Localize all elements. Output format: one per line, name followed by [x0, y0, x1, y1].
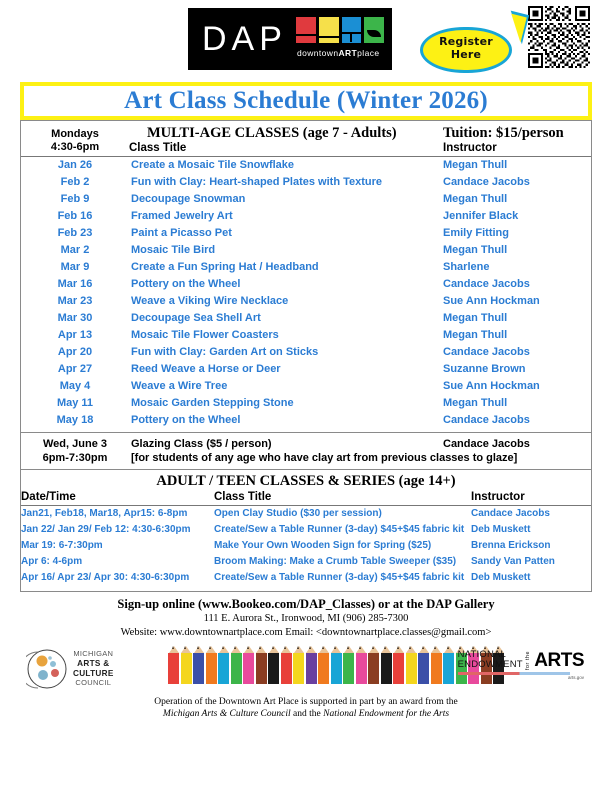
tagline-pre: downtown — [297, 48, 339, 58]
pencil-icon — [443, 646, 454, 684]
class-instructor: Sandy Van Patten — [471, 556, 555, 568]
swatch-blue-icon — [342, 17, 362, 43]
class-instructor: Suzanne Brown — [443, 362, 526, 375]
glazing-table — [21, 437, 591, 466]
class-title: Mosaic Tile Flower Coasters — [131, 328, 279, 341]
class-date: Jan 26 — [57, 158, 93, 171]
class-instructor: Emily Fitting — [443, 226, 509, 239]
adult-rows — [21, 505, 591, 586]
multiage-time: 4:30-6pm — [50, 140, 100, 153]
table-row — [21, 327, 591, 344]
multiage-section — [20, 120, 592, 433]
mi-line-1: MICHIGAN — [73, 649, 114, 659]
class-date: Feb 2 — [60, 175, 90, 188]
footer-address: 111 E. Aurora St., Ironwood, MI (906) 285-7300 — [203, 613, 409, 625]
table-row — [21, 259, 591, 276]
pencil-icon — [343, 646, 354, 684]
adult-col-title: Class Title — [214, 491, 272, 504]
multiage-tuition: Tuition: $15/person — [443, 125, 564, 141]
swatch-yellow-icon — [319, 17, 339, 43]
pencil-icon — [331, 646, 342, 684]
pencil-icon — [281, 646, 292, 684]
attrib-and: and the — [290, 709, 324, 720]
table-row — [21, 344, 591, 361]
class-title: Paint a Picasso Pet — [131, 226, 232, 239]
table-row — [21, 361, 591, 378]
attrib-michigan: Michigan Arts & Culture Council — [162, 709, 291, 720]
class-datetime: Apr 16/ Apr 23/ Apr 30: 4:30-6:30pm — [21, 572, 190, 584]
table-row — [21, 310, 591, 327]
footer-web-email: Website: www.downtownartplace.com Email: <downtownartplace.classes@gmail.com> — [120, 626, 492, 638]
table-row — [21, 538, 591, 554]
pencil-icon — [356, 646, 367, 684]
class-instructor: Sharlene — [443, 260, 490, 273]
class-title: Pottery on the Wheel — [131, 277, 241, 290]
class-date: Mar 30 — [57, 311, 93, 324]
glazing-time: 6pm-7:30pm — [42, 451, 108, 464]
funding-attribution — [20, 696, 592, 721]
class-instructor: Sue Ann Hockman — [443, 294, 540, 307]
pencil-icon — [381, 646, 392, 684]
multiage-day: Mondays — [51, 128, 99, 140]
class-instructor: Megan Thull — [443, 192, 508, 205]
table-row — [21, 395, 591, 412]
class-instructor: Candace Jacobs — [443, 413, 530, 426]
class-datetime: Mar 19: 6-7:30pm — [21, 540, 103, 552]
class-date: Mar 9 — [60, 260, 90, 273]
class-instructor: Megan Thull — [443, 328, 508, 341]
sponsor-logos — [20, 646, 592, 694]
glazing-note: [for students of any age who have clay art from previous classes to glaze] — [131, 451, 518, 464]
table-row — [21, 554, 591, 570]
title-inner — [24, 86, 588, 116]
class-instructor: Candace Jacobs — [443, 345, 530, 358]
table-row — [21, 191, 591, 208]
class-title: Decoupage Sea Shell Art — [131, 311, 261, 324]
class-date: Mar 23 — [57, 294, 93, 307]
class-title: Pottery on the Wheel — [131, 413, 241, 426]
class-date: Apr 20 — [57, 345, 93, 358]
class-title: Fun with Clay: Garden Art on Sticks — [131, 345, 319, 358]
pencil-icon — [431, 646, 442, 684]
pencil-icon — [306, 646, 317, 684]
pencil-icon — [218, 646, 229, 684]
header — [0, 0, 612, 80]
qr-code[interactable] — [528, 6, 590, 68]
register-line-1: Register — [439, 35, 493, 48]
multiage-rows — [21, 156, 591, 429]
register-line-2: Here — [450, 47, 482, 61]
register-here-bubble[interactable] — [420, 27, 512, 73]
nea-words — [458, 650, 523, 671]
adult-table — [21, 491, 591, 586]
class-date: Feb 16 — [57, 209, 93, 222]
class-date: May 18 — [56, 413, 94, 426]
glazing-row-2 — [21, 451, 591, 465]
class-instructor: Candace Jacobs — [443, 277, 530, 290]
class-date: May 4 — [59, 379, 91, 392]
multiage-col-instructor: Instructor — [443, 142, 497, 154]
nea-url: arts.gov — [567, 675, 584, 681]
pencil-icon — [393, 646, 404, 684]
pencil-icon — [368, 646, 379, 684]
table-row — [21, 412, 591, 429]
class-instructor: Brenna Erickson — [471, 540, 551, 552]
class-title: Fun with Clay: Heart-shaped Plates with Texture — [131, 175, 383, 188]
class-title: Make Your Own Wooden Sign for Spring ($25) — [214, 540, 432, 552]
pencil-icon — [406, 646, 417, 684]
glazing-title: Glazing Class ($5 / person) — [131, 437, 272, 450]
class-title: Mosaic Tile Bird — [131, 243, 216, 256]
class-title: Broom Making: Make a Crumb Table Sweeper ($35) — [214, 556, 457, 568]
class-title: Create a Fun Spring Hat / Headband — [131, 260, 319, 273]
class-instructor: Candace Jacobs — [443, 175, 530, 188]
class-title: Decoupage Snowman — [131, 192, 246, 205]
class-title: Weave a Wire Tree — [131, 379, 228, 392]
class-datetime: Jan 22/ Jan 29/ Feb 12: 4:30-6:30pm — [21, 523, 191, 535]
dap-logo-swatches — [296, 17, 384, 43]
table-row — [21, 293, 591, 310]
mi-line-4: COUNCIL — [75, 677, 112, 687]
adult-col-datetime: Date/Time — [21, 491, 76, 504]
table-row — [21, 208, 591, 225]
attrib-line-1: Operation of the Downtown Art Place is supported in part by an award from the — [154, 696, 458, 707]
adult-teen-section — [20, 470, 592, 591]
class-date: May 11 — [56, 396, 94, 409]
pencil-icon — [256, 646, 267, 684]
glazing-instructor: Candace Jacobs — [443, 437, 530, 450]
dap-logo-tagline — [297, 48, 379, 58]
class-title: Framed Jewelry Art — [131, 209, 233, 222]
tagline-post: place — [357, 48, 380, 58]
attrib-nea: National Endowment for the Arts — [323, 709, 450, 720]
multiage-col-title: Class Title — [129, 142, 187, 154]
footer — [20, 597, 592, 721]
class-title: Create/Sew a Table Runner (3-day) $45+$45 fabric kit — [214, 572, 465, 584]
michigan-council-text — [73, 650, 114, 687]
nea-logo-row — [458, 650, 584, 671]
pencil-icon — [418, 646, 429, 684]
mi-line-3: CULTURE — [73, 668, 114, 678]
class-instructor: Candace Jacobs — [471, 507, 550, 519]
class-title: Create a Mosaic Tile Snowflake — [131, 158, 295, 171]
nea-logo — [458, 650, 584, 681]
table-row — [21, 378, 591, 395]
class-date: Feb 23 — [57, 226, 93, 239]
register-bubble-text — [423, 30, 509, 61]
class-date: Feb 9 — [60, 192, 90, 205]
table-row — [21, 522, 591, 538]
class-date: Mar 2 — [60, 243, 90, 256]
title-banner — [20, 82, 592, 120]
pencil-icon — [231, 646, 242, 684]
tagline-bold: ART — [338, 48, 358, 58]
nea-line-1: NATIONAL — [457, 648, 507, 660]
glazing-section — [20, 433, 592, 471]
class-instructor: Deb Muskett — [471, 523, 531, 535]
class-date: Apr 13 — [57, 328, 93, 341]
class-instructor: Megan Thull — [443, 311, 508, 324]
adult-col-instructor: Instructor — [471, 491, 525, 504]
class-instructor: Deb Muskett — [471, 572, 531, 584]
class-title: Mosaic Garden Stepping Stone — [131, 396, 294, 409]
page-title: Art Class Schedule (Winter 2026) — [124, 87, 488, 114]
footer-signup: Sign-up online (www.Bookeo.com/DAP_Classes) or at the DAP Gallery — [117, 596, 495, 611]
class-title: Reed Weave a Horse or Deer — [131, 362, 281, 375]
table-row — [21, 505, 591, 522]
pencil-icon — [206, 646, 217, 684]
class-instructor: Jennifer Black — [443, 209, 519, 222]
pencil-icon — [168, 646, 179, 684]
dap-logo-letters: DAP — [202, 20, 287, 58]
class-date: Apr 27 — [57, 362, 93, 375]
mi-line-2: ARTS & — [77, 659, 110, 669]
multiage-section-title: MULTI-AGE CLASSES (age 7 - Adults) — [147, 125, 397, 141]
class-datetime: Apr 6: 4-6pm — [21, 556, 83, 568]
michigan-council-emblem-icon — [26, 648, 68, 690]
attrib-line-2 — [20, 708, 592, 720]
class-datetime: Jan21, Feb18, Mar18, Apr15: 6-8pm — [21, 507, 188, 519]
swatch-green-icon — [364, 17, 384, 43]
class-instructor: Sue Ann Hockman — [443, 379, 540, 392]
pencil-icon — [318, 646, 329, 684]
nea-arts-word: ARTS — [534, 649, 584, 671]
pencil-icon — [268, 646, 279, 684]
dap-logo — [188, 8, 392, 70]
class-title: Open Clay Studio ($30 per session) — [214, 507, 382, 519]
michigan-arts-council-logo — [26, 648, 114, 690]
pencil-icon — [293, 646, 304, 684]
glazing-date: Wed, June 3 — [43, 437, 107, 450]
adult-section-title: ADULT / TEEN CLASSES & SERIES (age 14+) — [156, 473, 456, 490]
table-row — [21, 174, 591, 191]
table-row — [21, 225, 591, 242]
glazing-row-1 — [21, 437, 591, 451]
swatch-red-icon — [296, 17, 316, 43]
class-instructor: Megan Thull — [443, 243, 508, 256]
pencil-icon — [243, 646, 254, 684]
class-title: Weave a Viking Wire Necklace — [131, 294, 289, 307]
nea-for-the: for the — [524, 650, 531, 670]
multiage-header-row — [21, 125, 591, 142]
class-title: Create/Sew a Table Runner (3-day) $45+$45 fabric kit — [214, 523, 465, 535]
pencil-icon — [181, 646, 192, 684]
table-row — [21, 570, 591, 586]
colored-pencils-graphic — [168, 646, 504, 684]
table-row — [21, 156, 591, 174]
multiage-daytime — [21, 125, 129, 154]
class-instructor: Megan Thull — [443, 396, 508, 409]
adult-header-row — [21, 491, 591, 503]
content — [20, 120, 592, 592]
qr-code-icon — [528, 6, 590, 68]
multiage-table — [21, 125, 591, 429]
class-date: Mar 16 — [57, 277, 93, 290]
nea-line-2: ENDOWMENT — [457, 659, 523, 671]
pencil-icon — [193, 646, 204, 684]
table-row — [21, 242, 591, 259]
table-row — [21, 276, 591, 293]
class-instructor: Megan Thull — [443, 158, 508, 171]
